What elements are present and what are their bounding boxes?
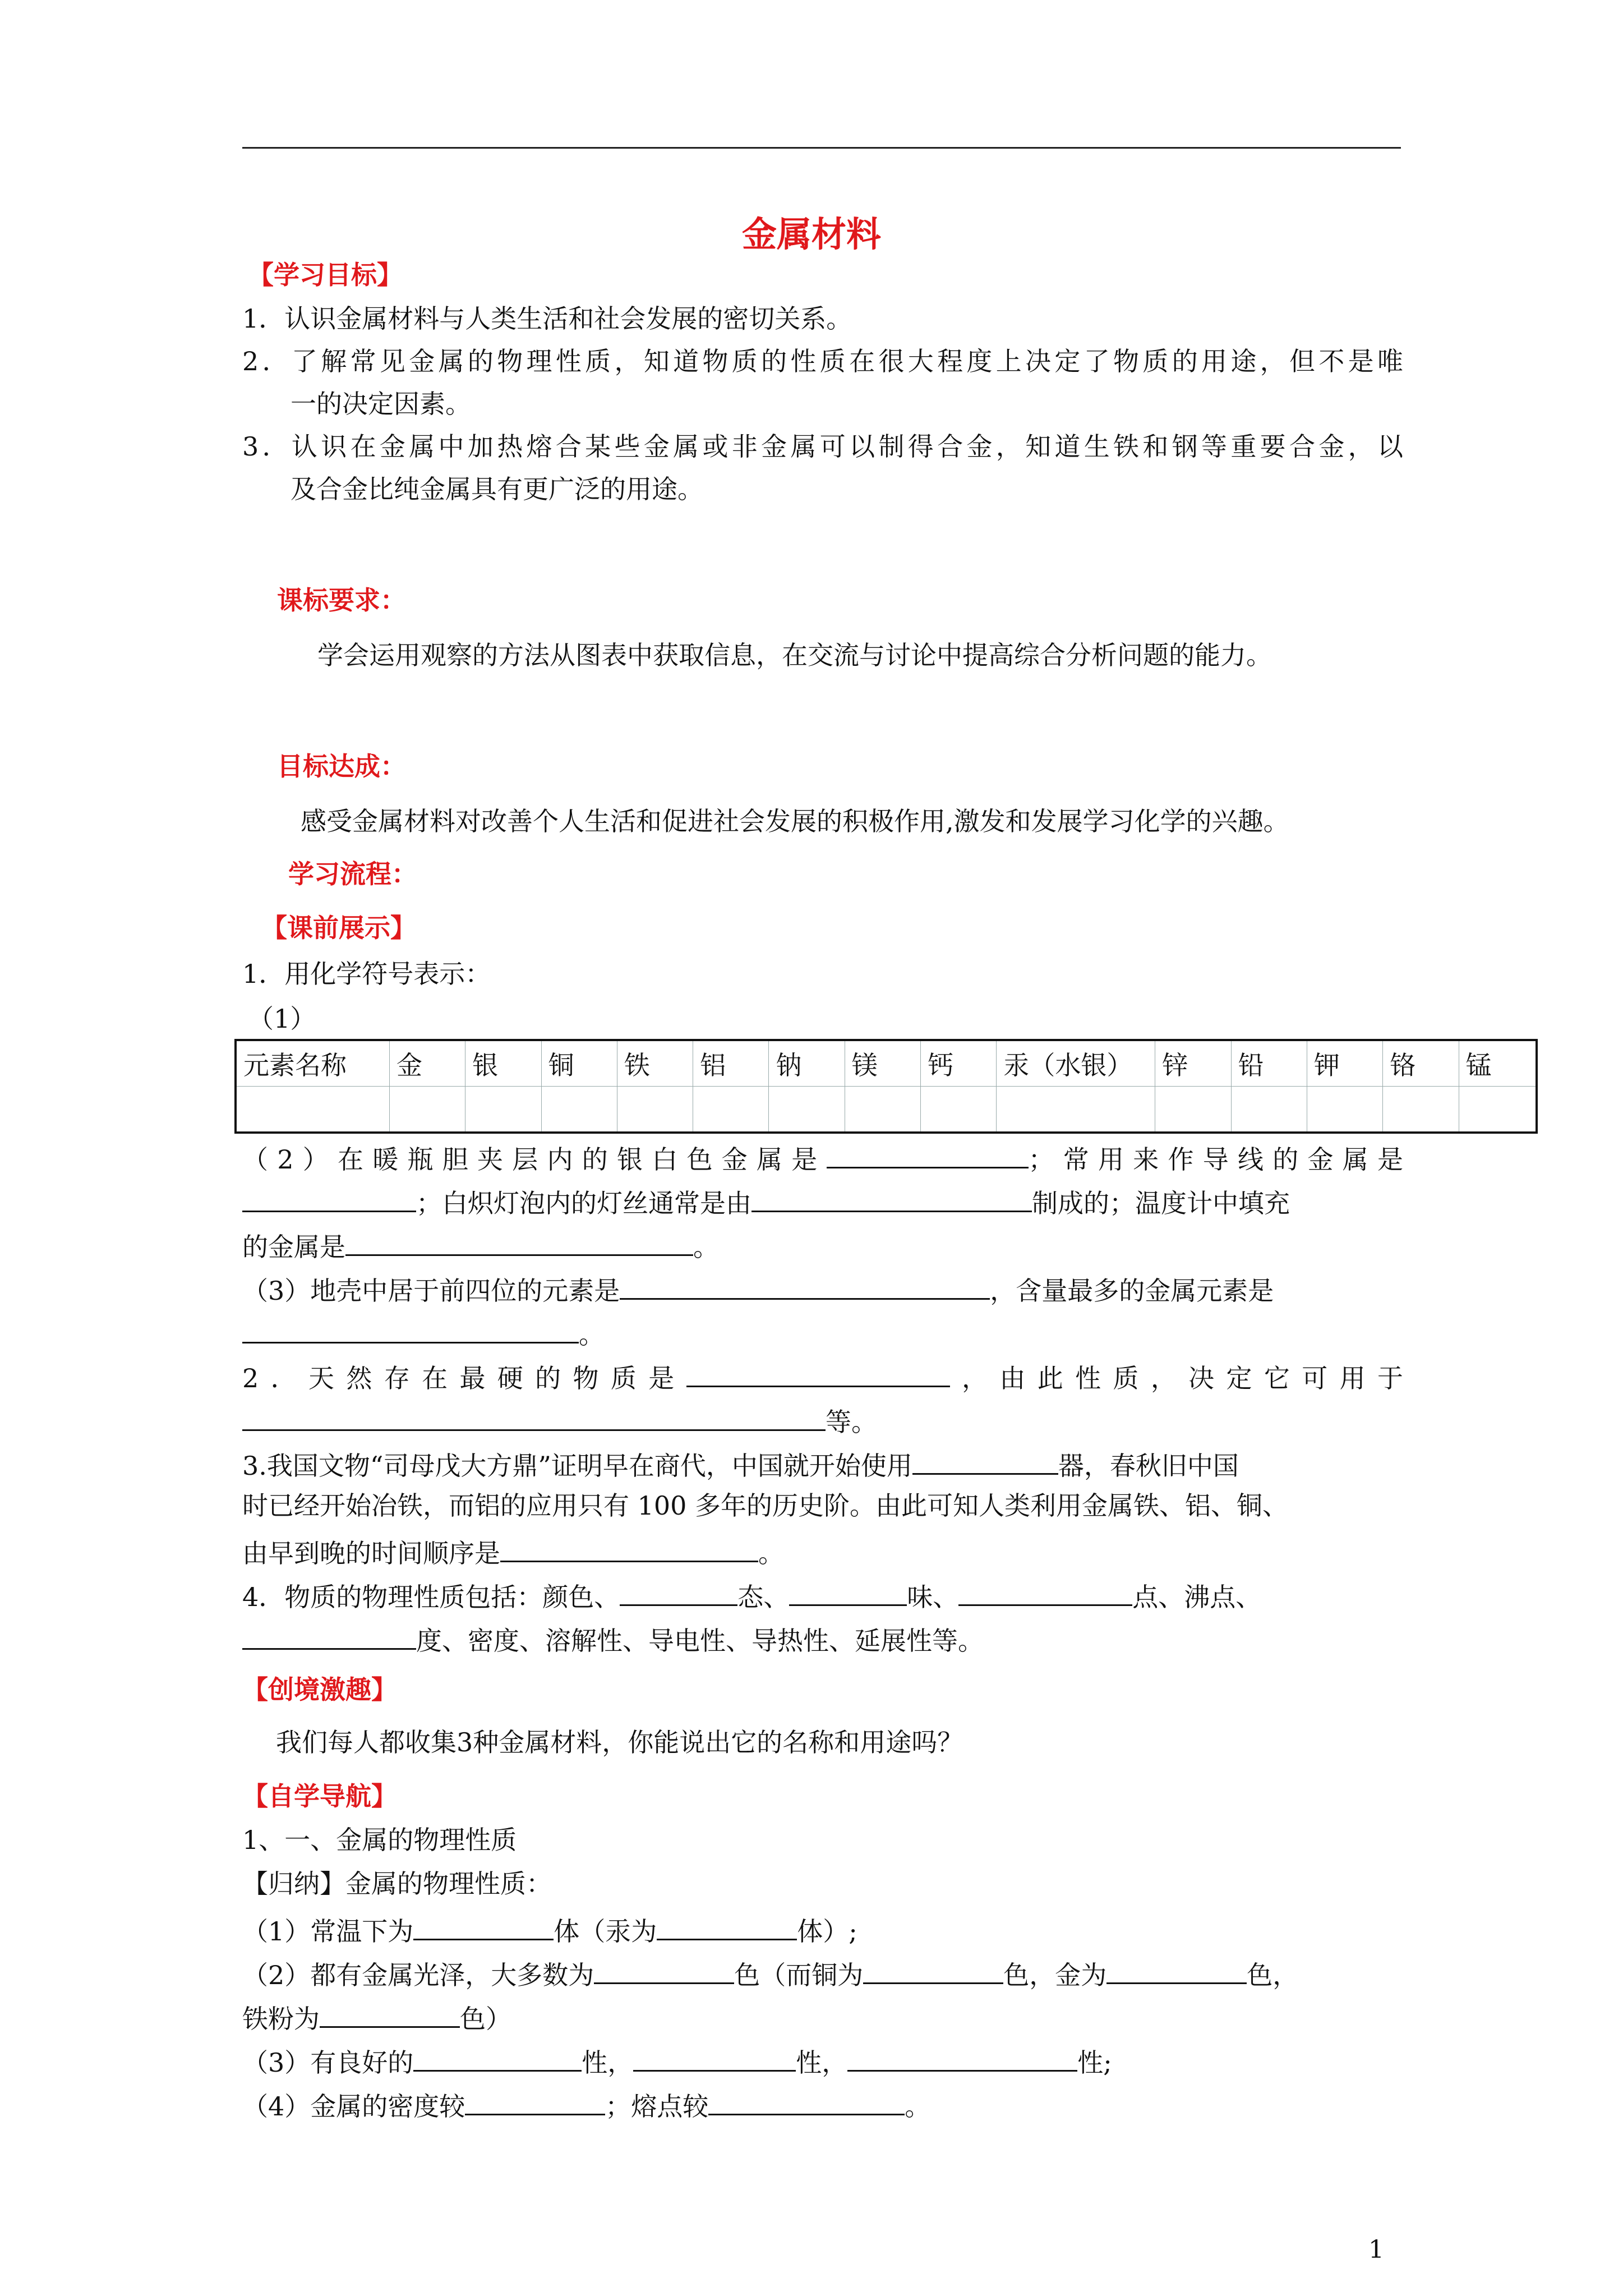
answer-blank[interactable]: [465, 2086, 605, 2115]
answer-blank[interactable]: [500, 1533, 758, 1562]
table-answer-cell[interactable]: [617, 1087, 693, 1133]
property-2: （2）都有金属光泽，大多数为 色（而铜为 色，金为 色，: [242, 1954, 1403, 1992]
q1-2-line1: （2）在暖瓶胆夹层内的银白色金属是 ；常用来作导线的金属是: [242, 1139, 1403, 1176]
table-header-cell: 汞（水银）: [997, 1040, 1155, 1087]
answer-blank[interactable]: [242, 1401, 826, 1431]
answer-blank[interactable]: [789, 1576, 907, 1606]
answer-blank[interactable]: [242, 1620, 416, 1650]
answer-blank[interactable]: [633, 2042, 796, 2072]
table-answer-cell[interactable]: [1231, 1087, 1307, 1133]
answer-blank[interactable]: [620, 1576, 737, 1606]
q1-3-line1: （3）地壳中居于前四位的元素是 ，含量最多的金属元素是: [242, 1270, 1403, 1308]
header-rule: [242, 147, 1401, 149]
selfstudy-line1: 1、一、金属的物理性质: [242, 1825, 517, 1855]
page-number: 1: [1368, 2235, 1384, 2264]
table-header-cell: 元素名称: [236, 1040, 390, 1087]
element-symbol-table: [234, 1039, 1538, 1134]
q3-line3: 由早到晚的时间顺序是 。: [242, 1533, 1403, 1570]
goals-heading: 【学习目标】: [248, 260, 403, 290]
achievement-heading: 目标达成：: [277, 751, 406, 781]
goal-item-2-cont: 一的决定因素。: [291, 389, 471, 419]
q4-line2: 度、密度、溶解性、导电性、导热性、延展性等。: [242, 1620, 1403, 1658]
answer-blank[interactable]: [657, 1911, 797, 1940]
q1-2-line3: 的金属是 。: [242, 1226, 1403, 1264]
q1-2-line2: ；白炽灯泡内的灯丝通常是由 制成的；温度计中填充: [242, 1182, 1403, 1220]
q1-3-line2: 。: [242, 1314, 1403, 1351]
answer-blank[interactable]: [620, 1270, 990, 1300]
answer-blank[interactable]: [863, 1954, 1003, 1984]
answer-blank[interactable]: [413, 1911, 554, 1940]
selfstudy-heading: 【自学导航】: [242, 1781, 397, 1811]
table-header-cell: 锌: [1155, 1040, 1231, 1087]
q1-sub: （1）: [248, 1004, 316, 1034]
q2-line2: 等。: [242, 1401, 1403, 1439]
selfstudy-line2: 【归纳】金属的物理性质：: [242, 1869, 552, 1899]
table-answer-cell[interactable]: [390, 1087, 465, 1133]
answer-blank[interactable]: [751, 1182, 1032, 1212]
table-answer-cell[interactable]: [465, 1087, 541, 1133]
table-answer-cell[interactable]: [541, 1087, 617, 1133]
property-2-cont: 铁粉为 色）: [242, 1998, 1403, 2036]
curriculum-heading: 课标要求：: [277, 585, 406, 615]
table-header-row: [236, 1040, 1537, 1087]
answer-blank[interactable]: [912, 1445, 1058, 1475]
table-answer-cell[interactable]: [1307, 1087, 1382, 1133]
goal-item-2: 2．了解常见金属的物理性质，知道物质的性质在很大程度上决定了物质的用途，但不是唯: [242, 346, 1403, 376]
flow-heading: 学习流程：: [288, 859, 417, 889]
answer-blank[interactable]: [1106, 1954, 1247, 1984]
answer-blank[interactable]: [827, 1139, 1029, 1168]
answer-blank[interactable]: [958, 1576, 1132, 1606]
table-answer-cell[interactable]: [1383, 1087, 1459, 1133]
answer-blank[interactable]: [413, 2042, 582, 2072]
table-answer-cell[interactable]: [1459, 1087, 1537, 1133]
table-answer-cell[interactable]: [769, 1087, 845, 1133]
answer-blank[interactable]: [686, 1358, 950, 1387]
curriculum-text: 学会运用观察的方法从图表中获取信息，在交流与讨论中提高综合分析问题的能力。: [317, 640, 1272, 670]
table-header-cell: 铅: [1231, 1040, 1307, 1087]
table-header-cell: 金: [390, 1040, 465, 1087]
table-header-cell: 银: [465, 1040, 541, 1087]
goal-item-1: 1．认识金属材料与人类生活和社会发展的密切关系。: [242, 303, 852, 334]
q3-line1: 3.我国文物“司母戊大方鼎”证明早在商代，中国就开始使用 器，春秋旧中国: [242, 1445, 1403, 1483]
table-header-cell: 铝: [693, 1040, 769, 1087]
table-header-cell: 铬: [1383, 1040, 1459, 1087]
goal-item-3-cont: 及合金比纯金属具有更广泛的用途。: [291, 474, 703, 504]
table-answer-cell[interactable]: [693, 1087, 769, 1133]
answer-blank[interactable]: [847, 2042, 1077, 2072]
achievement-text: 感受金属材料对改善个人生活和促进社会发展的积极作用,激发和发展学习化学的兴趣。: [301, 806, 1289, 836]
table-answer-cell[interactable]: [845, 1087, 920, 1133]
table-header-cell: 镁: [845, 1040, 920, 1087]
table-answer-cell[interactable]: [236, 1087, 390, 1133]
table-header-cell: 钙: [921, 1040, 997, 1087]
table-answer-cell[interactable]: [921, 1087, 997, 1133]
answer-blank[interactable]: [594, 1954, 734, 1984]
table-answer-cell[interactable]: [997, 1087, 1155, 1133]
table-header-cell: 铜: [541, 1040, 617, 1087]
property-1: （1）常温下为 体（汞为 体）;: [242, 1911, 1403, 1948]
q1-text: 1．用化学符号表示：: [242, 959, 491, 989]
table-header-cell: 锰: [1459, 1040, 1537, 1087]
goal-item-3: 3．认识在金属中加热熔合某些金属或非金属可以制得合金，知道生铁和钢等重要合金，以: [242, 431, 1403, 462]
table-answer-cell[interactable]: [1155, 1087, 1231, 1133]
scene-heading: 【创境激趣】: [242, 1674, 397, 1705]
property-3: （3）有良好的 性， 性， 性;: [242, 2042, 1403, 2079]
q4-line1: 4．物质的物理性质包括：颜色、 态、 味、 点、沸点、: [242, 1576, 1403, 1614]
scene-text: 我们每人都收集3种金属材料，你能说出它的名称和用途吗？: [276, 1727, 963, 1757]
page-title: 金属材料: [741, 214, 881, 255]
q3-line2: 时已经开始冶铁，而铝的应用只有 100 多年的历史阶。由此可知人类利用金属铁、铝、铜、: [242, 1490, 1289, 1521]
answer-blank[interactable]: [242, 1182, 416, 1212]
table-answer-row: [236, 1087, 1537, 1133]
answer-blank[interactable]: [320, 1998, 460, 2028]
preclass-heading: 【课前展示】: [261, 913, 416, 943]
table-header-cell: 钾: [1307, 1040, 1382, 1087]
property-4: （4）金属的密度较 ；熔点较 。: [242, 2086, 1403, 2123]
answer-blank[interactable]: [242, 1314, 579, 1343]
table-header-cell: 钠: [769, 1040, 845, 1087]
table-header-cell: 铁: [617, 1040, 693, 1087]
q2-line1: 2．天然存在最硬的物质是 ，由此性质，决定它可用于: [242, 1358, 1403, 1395]
answer-blank[interactable]: [345, 1226, 693, 1256]
answer-blank[interactable]: [708, 2086, 905, 2115]
